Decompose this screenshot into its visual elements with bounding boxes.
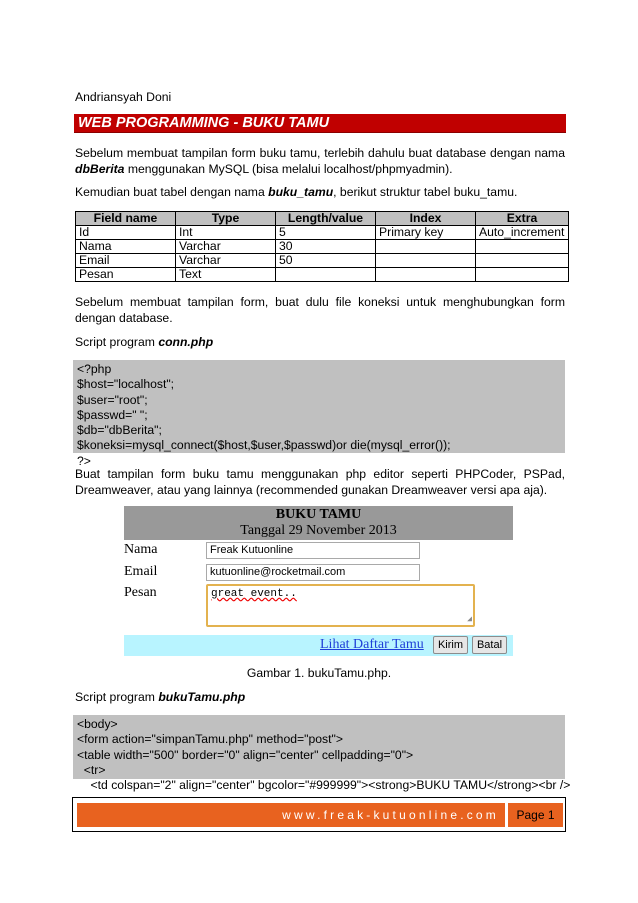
table-cell: 30 bbox=[276, 240, 376, 254]
intro-paragraph bbox=[75, 145, 565, 177]
table-cell: 5 bbox=[276, 226, 376, 240]
batal-button[interactable]: Batal bbox=[472, 636, 507, 654]
footer-website: www.freak-kutuonline.com bbox=[77, 803, 505, 827]
table-cell bbox=[376, 254, 476, 268]
code-line: <table width="500" border="0" align="center" cellpadding="0"> bbox=[77, 747, 414, 762]
buku-label-pre: Script program bbox=[75, 690, 159, 704]
table-header: Length/value bbox=[276, 212, 376, 226]
pesan-label: Pesan bbox=[124, 585, 157, 600]
code-line: <?php bbox=[77, 362, 112, 376]
table-header: Index bbox=[376, 212, 476, 226]
pesan-textarea[interactable] bbox=[206, 584, 475, 627]
table-cell bbox=[376, 268, 476, 282]
form-header bbox=[124, 506, 513, 540]
db-name: dbBerita bbox=[75, 162, 125, 176]
code-line: $db="dbBerita"; bbox=[77, 423, 162, 438]
form-footer bbox=[124, 635, 513, 656]
table-cell bbox=[376, 240, 476, 254]
code-line: $passwd=" "; bbox=[77, 407, 148, 422]
figure-caption: Gambar 1. bukuTamu.php. bbox=[246, 666, 392, 680]
table-cell: Pesan bbox=[76, 268, 176, 282]
nama-input[interactable]: Freak Kutuonline bbox=[206, 542, 420, 559]
table-row bbox=[76, 240, 569, 254]
table-header: Field name bbox=[76, 212, 176, 226]
resize-handle-icon[interactable]: ◢ bbox=[467, 615, 472, 624]
table-cell bbox=[276, 268, 376, 282]
intro-text-pre: Sebelum membuat tampilan form buku tamu, terlebih dahulu buat database dengan nama bbox=[75, 146, 565, 160]
author-name: Andriansyah Doni bbox=[75, 90, 172, 104]
code-line: $user="root"; bbox=[77, 392, 148, 407]
document-title: WEB PROGRAMMING - BUKU TAMU bbox=[74, 114, 566, 132]
buku-script-label bbox=[75, 689, 245, 705]
code-line: <body> bbox=[77, 717, 118, 731]
email-input[interactable]: kutuonline@rocketmail.com bbox=[206, 564, 420, 581]
table-intro-post: , berikut struktur tabel buku_tamu. bbox=[333, 185, 518, 199]
lihat-daftar-tamu-link[interactable]: Lihat Daftar Tamu bbox=[320, 637, 424, 652]
table-row bbox=[76, 254, 569, 268]
form-date: Tanggal 29 November 2013 bbox=[240, 523, 397, 538]
editor-paragraph: Buat tampilan form buku tamu menggunakan php editor seperti PHPCoder, PSPad, Dreamweaver, atau yang lainnya (recommended gunakan Dreamweaver versi apa aja). bbox=[75, 467, 565, 497]
code-line: $koneksi=mysql_connect($host,$user,$passwd)or die(mysql_error()); bbox=[77, 438, 451, 453]
table-name: buku_tamu bbox=[268, 185, 334, 199]
buku-code-block bbox=[73, 715, 571, 793]
table-cell: Varchar bbox=[176, 240, 276, 254]
table-cell bbox=[476, 268, 569, 282]
table-header: Type bbox=[176, 212, 276, 226]
buku-filename: bukuTamu.php bbox=[158, 690, 246, 704]
footer-page-number: Page 1 bbox=[508, 803, 563, 827]
table-cell: Primary key bbox=[376, 226, 476, 240]
nama-label: Nama bbox=[124, 542, 158, 557]
table-cell: Nama bbox=[76, 240, 176, 254]
code-line: <td colspan="2" align="center" bgcolor="#999999"><strong>BUKU TAMU</strong><br /> bbox=[77, 778, 571, 793]
code-line: ?> bbox=[77, 453, 91, 468]
table-cell: Text bbox=[176, 268, 276, 282]
conn-script-label bbox=[75, 334, 213, 350]
table-row bbox=[76, 226, 569, 240]
table-cell bbox=[476, 254, 569, 268]
intro-text-post: menggunakan MySQL (bisa melalui localhost/phpmyadmin). bbox=[124, 162, 453, 176]
email-label: Email bbox=[124, 564, 158, 579]
table-cell bbox=[476, 240, 569, 254]
conn-label-pre: Script program bbox=[75, 335, 159, 349]
code-line: $host="localhost"; bbox=[77, 377, 175, 392]
table-cell: Email bbox=[76, 254, 176, 268]
form-heading: BUKU TAMU bbox=[275, 507, 362, 522]
table-header-row bbox=[76, 212, 569, 226]
table-intro-paragraph bbox=[75, 184, 565, 200]
structure-table bbox=[75, 211, 569, 282]
table-row bbox=[76, 268, 569, 282]
code-line: <form action="simpanTamu.php" method="post"> bbox=[77, 732, 343, 747]
table-cell: 50 bbox=[276, 254, 376, 268]
table-cell: Id bbox=[76, 226, 176, 240]
conn-filename: conn.php bbox=[158, 335, 214, 349]
connection-paragraph: Sebelum membuat tampilan form, buat dulu file koneksi untuk menghubungkan form dengan database. bbox=[75, 295, 565, 325]
table-cell: Varchar bbox=[176, 254, 276, 268]
pesan-text: great event.. bbox=[211, 588, 297, 600]
kirim-button[interactable]: Kirim bbox=[433, 636, 468, 654]
code-line: <tr> bbox=[77, 762, 106, 777]
table-header: Extra bbox=[476, 212, 569, 226]
table-intro-pre: Kemudian buat tabel dengan nama bbox=[75, 185, 269, 199]
conn-code-block bbox=[73, 360, 565, 468]
table-cell: Int bbox=[176, 226, 276, 240]
form-screenshot-figure bbox=[124, 506, 513, 657]
table-cell: Auto_increment bbox=[476, 226, 569, 240]
